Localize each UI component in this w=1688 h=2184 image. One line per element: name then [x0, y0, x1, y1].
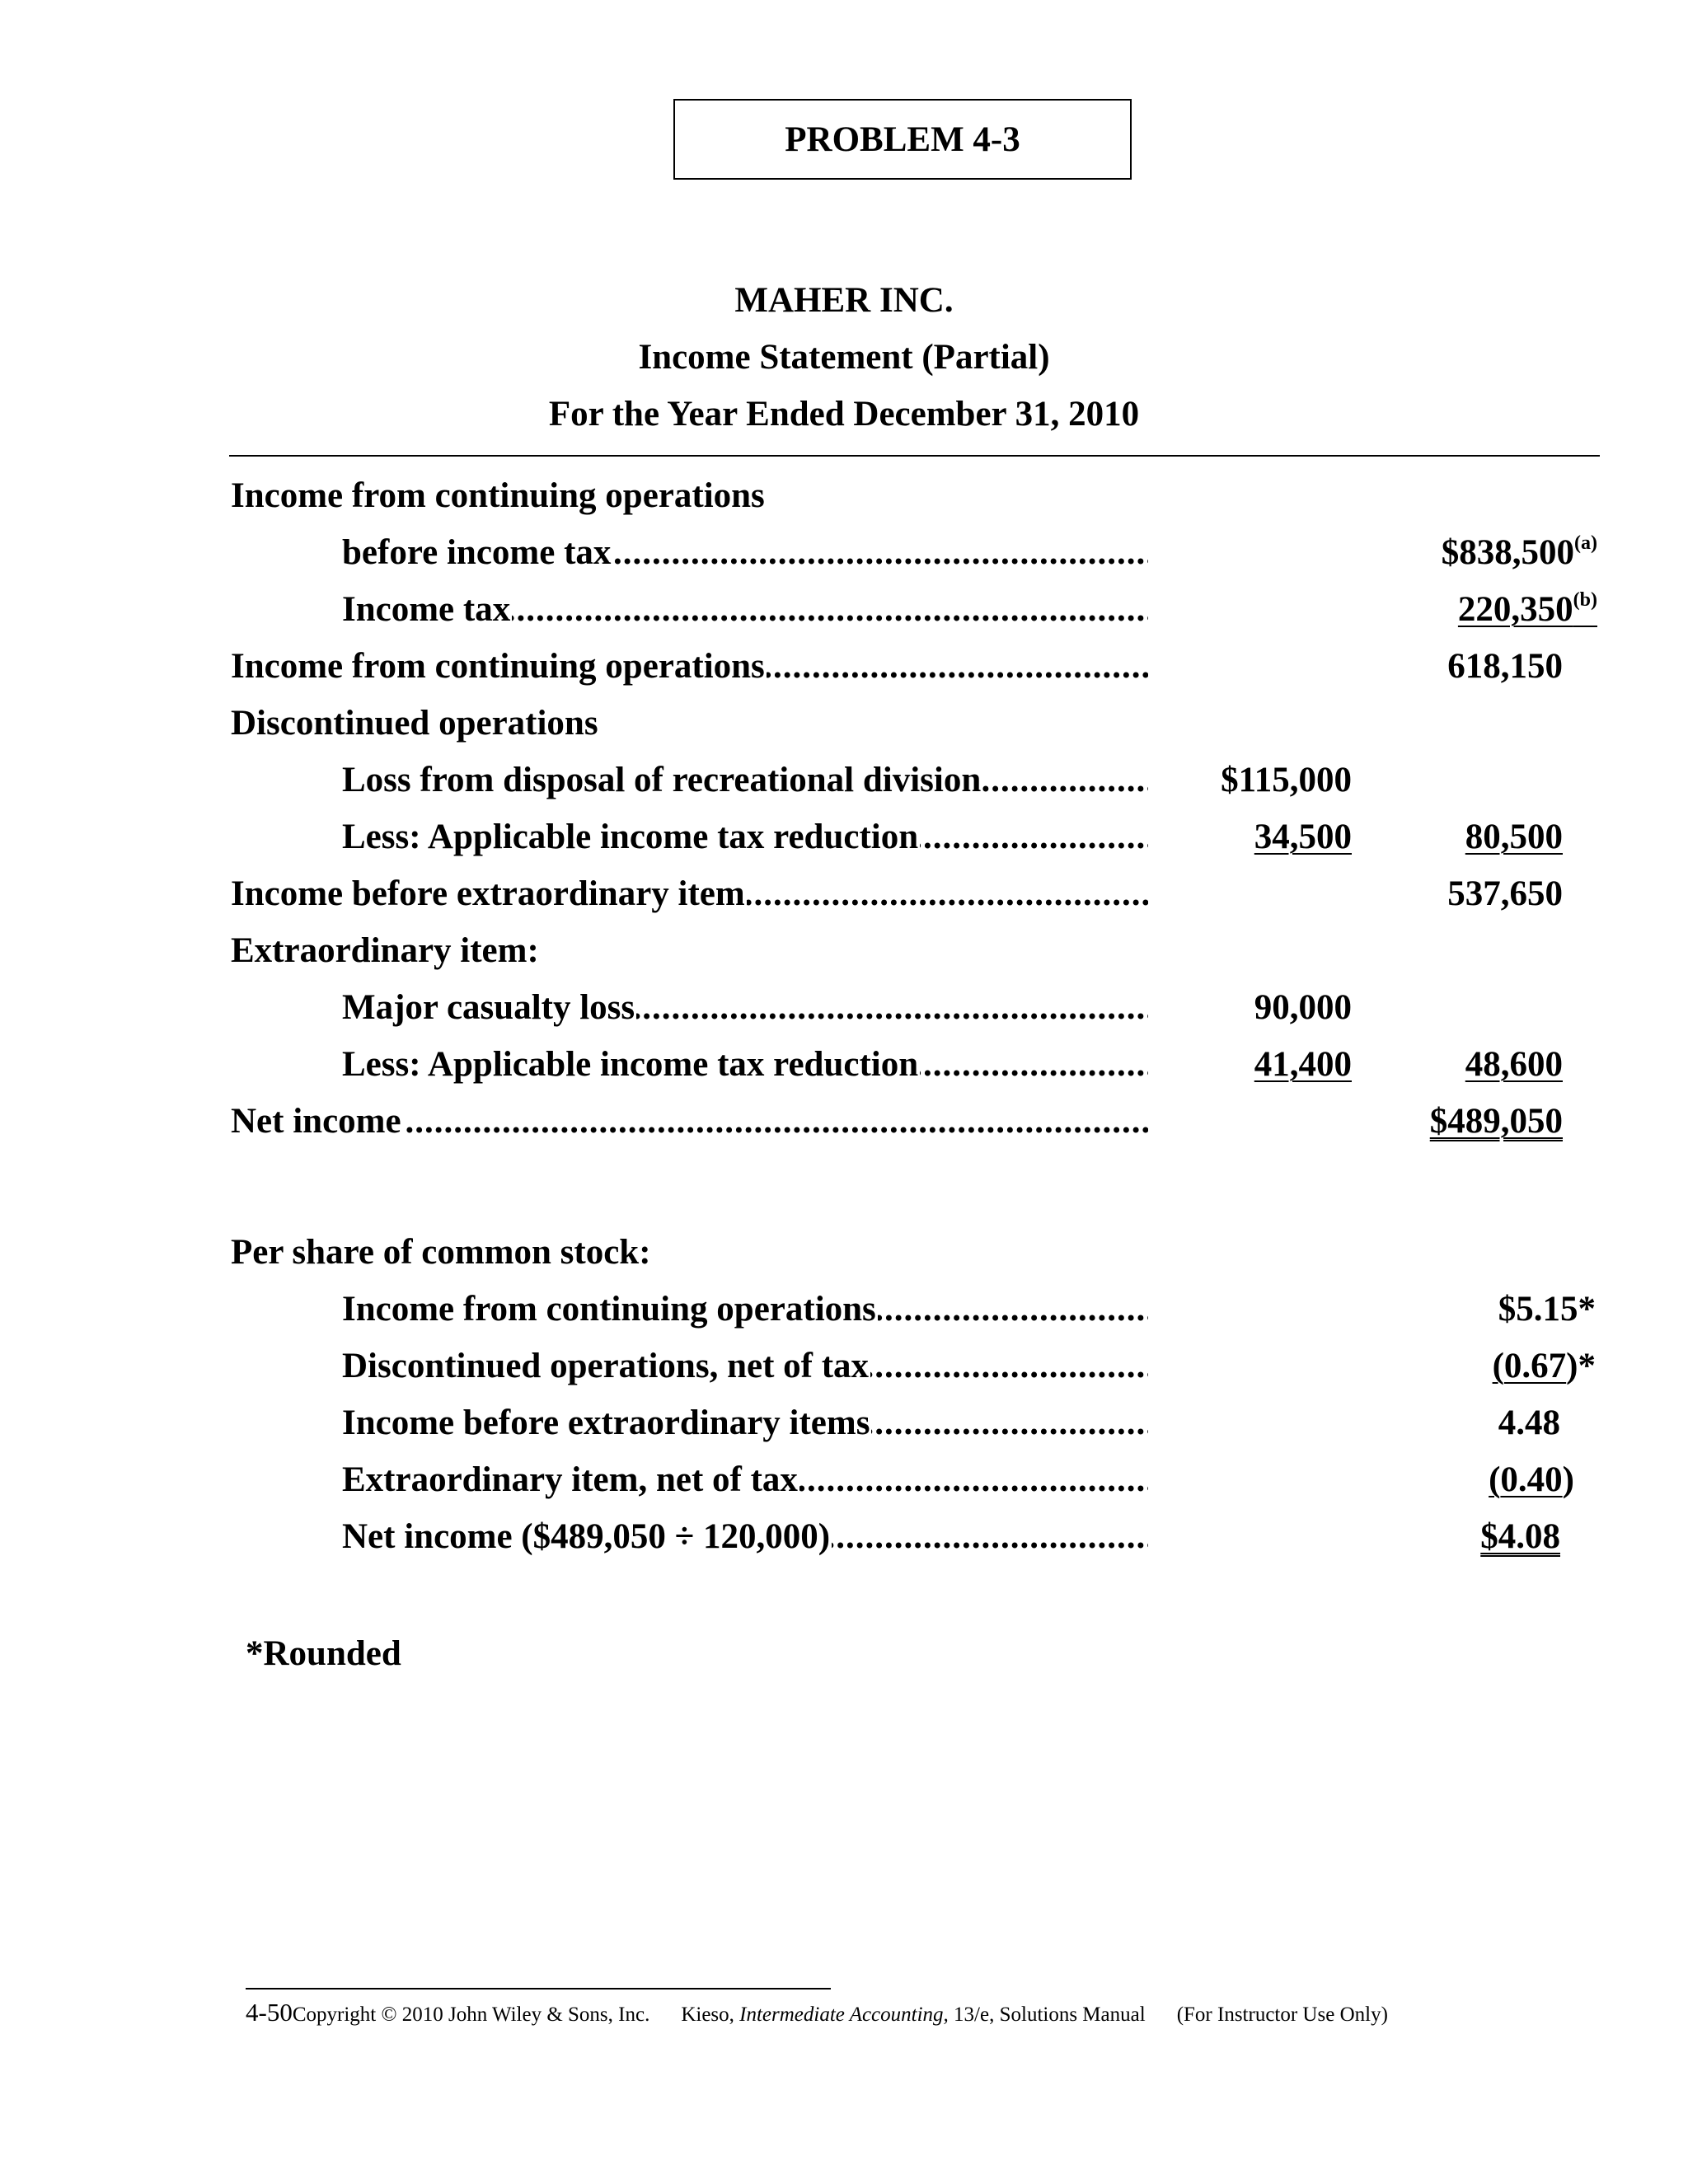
statement-row — [0, 814, 1688, 860]
per-share-value: (0.67)* — [1492, 1347, 1596, 1385]
statement-row — [0, 1042, 1688, 1088]
row-label: ..... Discontinued operations, net of tax — [342, 1343, 1148, 1390]
row-label: ..... Loss from disposal of recreational division — [342, 757, 1148, 804]
row-label: ..... Income from continuing operations — [342, 1286, 1148, 1333]
row-label: ..... Major casualty loss — [342, 985, 1148, 1031]
row-label: ..... Income before extraordinary items — [342, 1400, 1148, 1446]
header-rule — [229, 455, 1600, 457]
rounded-note: *Rounded — [246, 1634, 401, 1673]
amount-col2: 618,150 — [1447, 647, 1563, 686]
usage-note: (For Instructor Use Only) — [1176, 2004, 1388, 2026]
amount-col2: 220,350$^{(b)}$ — [1457, 589, 1597, 629]
row-label: ..... Income before extraordinary item — [231, 871, 1148, 917]
company-name: MAHER INC. — [734, 281, 954, 320]
statement-row — [0, 757, 1688, 804]
page-number: 4-50 — [246, 1998, 293, 2027]
row-label: ..... Net income ($489,050 ÷ 120,000) — [342, 1514, 1148, 1560]
statement-title: Income Statement (Partial) — [638, 338, 1050, 377]
amount-col2: 80,500 — [1465, 818, 1563, 856]
per-share-row — [0, 1514, 1688, 1560]
row-label: ..... Income from continuing operations — [231, 644, 1148, 690]
book-edition: 13/e, Solutions Manual — [948, 2004, 1146, 2026]
per-share-row — [0, 1457, 1688, 1503]
row-label: ..... Net income — [231, 1099, 1148, 1145]
statement-row — [0, 644, 1688, 690]
per-share-row — [0, 1343, 1688, 1390]
book-title: Intermediate Accounting, — [739, 2004, 949, 2026]
statement-period: For the Year Ended December 31, 2010 — [548, 395, 1140, 434]
statement-row — [0, 985, 1688, 1031]
row-label: ..... before income tax — [342, 530, 1148, 576]
per-share-row — [0, 1400, 1688, 1446]
copyright-text: Copyright © 2010 John Wiley & Sons, Inc. — [292, 2004, 650, 2026]
per-share-row — [0, 1286, 1688, 1333]
row-label: ..... Extraordinary item, net of tax — [342, 1457, 1148, 1503]
amount-col2: 537,650 — [1447, 874, 1563, 913]
book-author: Kieso, — [681, 2004, 740, 2026]
statement-row — [0, 871, 1688, 917]
statement-row — [0, 587, 1688, 633]
amount-col1: 34,500 — [1254, 818, 1352, 856]
per-share-value: $5.15* — [1498, 1290, 1596, 1329]
statement-row — [0, 1099, 1688, 1145]
row-label: ..... Less: Applicable income tax reduction — [342, 814, 1148, 860]
per-share-value: (0.40) — [1489, 1460, 1574, 1499]
problem-title: PROBLEM 4-3 — [673, 99, 1132, 180]
row-label: ..... Income tax — [342, 587, 1148, 633]
per-share-value: $4.08 — [1480, 1517, 1560, 1556]
amount-col1: 90,000 — [1254, 988, 1352, 1027]
statement-row — [0, 473, 1688, 519]
per-share-value: 4.48 — [1498, 1404, 1560, 1442]
row-label: Per share of common stock: — [231, 1233, 651, 1272]
page-footer — [246, 1998, 1388, 2027]
amount-col1: $115,000 — [1221, 761, 1352, 799]
statement-row — [0, 530, 1688, 576]
amount-col1: 41,400 — [1254, 1045, 1352, 1084]
amount-col2: $489,050 — [1429, 1102, 1563, 1141]
statement-row — [0, 928, 1688, 974]
amount-col2: $838,500$^{(a)}$ — [1441, 532, 1597, 572]
row-label: ..... Less: Applicable income tax reduction — [342, 1042, 1148, 1088]
amount-col2: 48,600 — [1465, 1045, 1563, 1084]
statement-row — [0, 701, 1688, 747]
row-label: Discontinued operations — [231, 704, 598, 743]
row-label: Extraordinary item: — [231, 931, 539, 970]
footer-rule — [246, 1988, 831, 1990]
row-label: Income from continuing operations — [231, 476, 765, 515]
section-heading — [0, 1230, 1688, 1276]
